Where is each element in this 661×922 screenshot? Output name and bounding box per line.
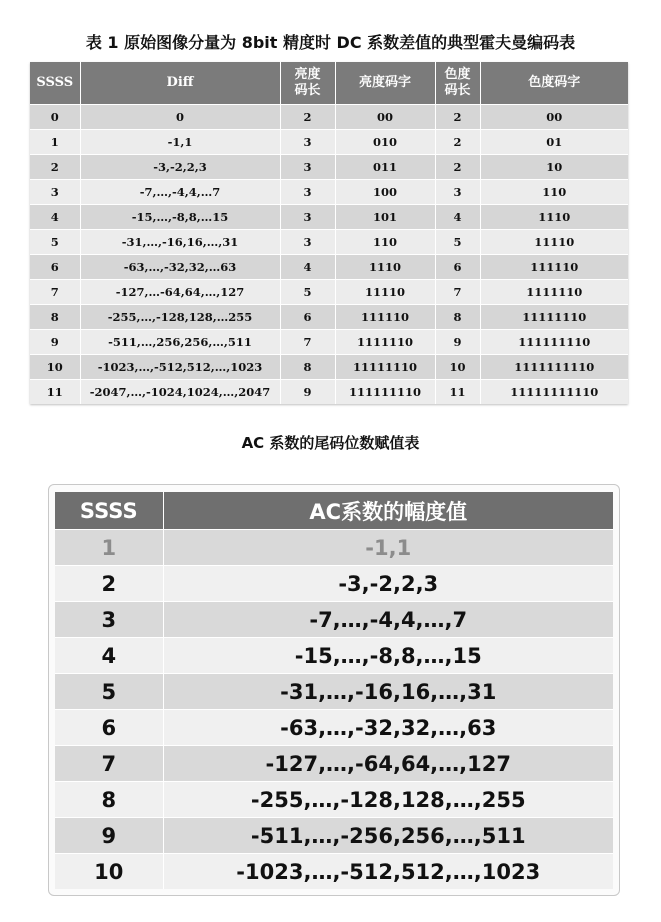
cell-ssss: 10 [30, 355, 80, 380]
cell-diff: -255,…,-128,128,…255 [80, 305, 280, 330]
cell-ac-magnitude: -63,…,-32,32,…,63 [163, 710, 613, 746]
cell-ssss: 9 [55, 818, 163, 854]
cell-ssss: 6 [55, 710, 163, 746]
cell-ssss: 4 [30, 205, 80, 230]
cell-luma-codeword: 100 [335, 180, 435, 205]
cell-diff: -7,…,-4,4,…7 [80, 180, 280, 205]
cell-luma-code-length: 3 [280, 155, 335, 180]
table-row [30, 180, 628, 205]
header-luma-code-length: 亮度码长 [280, 62, 335, 105]
cell-chroma-codeword: 01 [480, 130, 628, 155]
cell-ssss: 2 [30, 155, 80, 180]
cell-chroma-code-length: 3 [435, 180, 480, 205]
cell-chroma-code-length: 5 [435, 230, 480, 255]
table-row [30, 155, 628, 180]
cell-luma-codeword: 1111110 [335, 330, 435, 355]
cell-chroma-codeword: 00 [480, 105, 628, 130]
cell-ssss: 3 [30, 180, 80, 205]
cell-chroma-codeword: 1110 [480, 205, 628, 230]
cell-luma-codeword: 1110 [335, 255, 435, 280]
cell-chroma-codeword: 1111110 [480, 280, 628, 305]
header-ac-magnitude: AC系数的幅度值 [163, 492, 613, 530]
table-row [55, 818, 613, 854]
cell-diff: -2047,…,-1024,1024,…,2047 [80, 380, 280, 405]
cell-luma-code-length: 8 [280, 355, 335, 380]
cell-chroma-code-length: 6 [435, 255, 480, 280]
cell-diff: -127,…-64,64,…,127 [80, 280, 280, 305]
cell-chroma-code-length: 2 [435, 105, 480, 130]
cell-chroma-code-length: 7 [435, 280, 480, 305]
cell-ac-magnitude: -31,…,-16,16,…,31 [163, 674, 613, 710]
cell-ac-magnitude: -15,…,-8,8,…,15 [163, 638, 613, 674]
cell-chroma-codeword: 11110 [480, 230, 628, 255]
cell-ssss: 4 [55, 638, 163, 674]
cell-chroma-codeword: 110 [480, 180, 628, 205]
cell-luma-code-length: 4 [280, 255, 335, 280]
cell-luma-codeword: 111111110 [335, 380, 435, 405]
cell-ac-magnitude: -511,…,-256,256,…,511 [163, 818, 613, 854]
cell-luma-code-length: 5 [280, 280, 335, 305]
cell-chroma-code-length: 9 [435, 330, 480, 355]
table-row [30, 280, 628, 305]
cell-diff: -31,…,-16,16,…,31 [80, 230, 280, 255]
cell-ac-magnitude: -1023,…,-512,512,…,1023 [163, 854, 613, 890]
table-row [30, 205, 628, 230]
cell-diff: -15,…,-8,8,…15 [80, 205, 280, 230]
cell-ssss: 8 [55, 782, 163, 818]
table-row [55, 638, 613, 674]
cell-ssss: 9 [30, 330, 80, 355]
cell-luma-codeword: 11110 [335, 280, 435, 305]
cell-luma-code-length: 2 [280, 105, 335, 130]
table-row [30, 355, 628, 380]
cell-luma-codeword: 011 [335, 155, 435, 180]
cell-chroma-code-length: 10 [435, 355, 480, 380]
cell-chroma-code-length: 2 [435, 155, 480, 180]
cell-ssss: 7 [30, 280, 80, 305]
cell-diff: -511,…,256,256,…,511 [80, 330, 280, 355]
table-header-row [30, 62, 628, 105]
table-row [30, 130, 628, 155]
cell-luma-codeword: 110 [335, 230, 435, 255]
table-row [55, 530, 613, 566]
table-row [30, 330, 628, 355]
cell-luma-code-length: 3 [280, 130, 335, 155]
cell-luma-code-length: 3 [280, 230, 335, 255]
cell-ssss: 3 [55, 602, 163, 638]
table-row [55, 674, 613, 710]
cell-ssss: 1 [55, 530, 163, 566]
cell-luma-code-length: 6 [280, 305, 335, 330]
cell-ssss: 2 [55, 566, 163, 602]
cell-chroma-code-length: 11 [435, 380, 480, 405]
cell-ssss: 11 [30, 380, 80, 405]
cell-chroma-code-length: 2 [435, 130, 480, 155]
cell-ssss: 10 [55, 854, 163, 890]
header-ssss: SSSS [55, 492, 163, 530]
cell-chroma-codeword: 10 [480, 155, 628, 180]
table-row [30, 230, 628, 255]
cell-luma-codeword: 010 [335, 130, 435, 155]
table-row [30, 305, 628, 330]
table-row [55, 746, 613, 782]
ac-table-frame [48, 484, 620, 896]
cell-chroma-codeword: 11111110 [480, 305, 628, 330]
cell-ac-magnitude: -3,-2,2,3 [163, 566, 613, 602]
cell-ssss: 5 [30, 230, 80, 255]
table-row [55, 602, 613, 638]
cell-ac-magnitude: -7,…,-4,4,…,7 [163, 602, 613, 638]
table-row [55, 710, 613, 746]
table-row [55, 782, 613, 818]
cell-chroma-codeword: 111110 [480, 255, 628, 280]
ac-magnitude-table [55, 492, 613, 889]
cell-chroma-codeword: 1111111110 [480, 355, 628, 380]
cell-luma-codeword: 101 [335, 205, 435, 230]
table-row [30, 255, 628, 280]
cell-diff: -3,-2,2,3 [80, 155, 280, 180]
cell-luma-code-length: 9 [280, 380, 335, 405]
cell-diff: -1023,…,-512,512,…,1023 [80, 355, 280, 380]
table-header-row [55, 492, 613, 530]
cell-luma-codeword: 111110 [335, 305, 435, 330]
cell-chroma-codeword: 111111110 [480, 330, 628, 355]
cell-luma-code-length: 3 [280, 180, 335, 205]
cell-luma-codeword: 00 [335, 105, 435, 130]
header-chroma-code-length: 色度码长 [435, 62, 480, 105]
cell-ac-magnitude: -127,…,-64,64,…,127 [163, 746, 613, 782]
cell-ssss: 7 [55, 746, 163, 782]
dc-huffman-table [30, 62, 628, 404]
header-diff: Diff [80, 62, 280, 105]
table-row [55, 854, 613, 890]
header-luma-codeword: 亮度码字 [335, 62, 435, 105]
cell-ac-magnitude: -255,…,-128,128,…,255 [163, 782, 613, 818]
cell-chroma-code-length: 8 [435, 305, 480, 330]
table1-caption: 表 1 原始图像分量为 8bit 精度时 DC 系数差值的典型霍夫曼编码表 [85, 33, 576, 52]
table-row [30, 380, 628, 405]
cell-luma-code-length: 7 [280, 330, 335, 355]
cell-chroma-code-length: 4 [435, 205, 480, 230]
cell-ssss: 6 [30, 255, 80, 280]
cell-ssss: 5 [55, 674, 163, 710]
cell-diff: -63,…,-32,32,…63 [80, 255, 280, 280]
cell-diff: -1,1 [80, 130, 280, 155]
table-row [55, 566, 613, 602]
table-row [30, 105, 628, 130]
cell-ssss: 8 [30, 305, 80, 330]
cell-chroma-codeword: 11111111110 [480, 380, 628, 405]
cell-luma-code-length: 3 [280, 205, 335, 230]
cell-luma-codeword: 11111110 [335, 355, 435, 380]
cell-diff: 0 [80, 105, 280, 130]
cell-ssss: 0 [30, 105, 80, 130]
header-ssss: SSSS [30, 62, 80, 105]
table2-caption: AC 系数的尾码位数赋值表 [241, 434, 420, 452]
cell-ac-magnitude: -1,1 [163, 530, 613, 566]
header-chroma-codeword: 色度码字 [480, 62, 628, 105]
cell-ssss: 1 [30, 130, 80, 155]
